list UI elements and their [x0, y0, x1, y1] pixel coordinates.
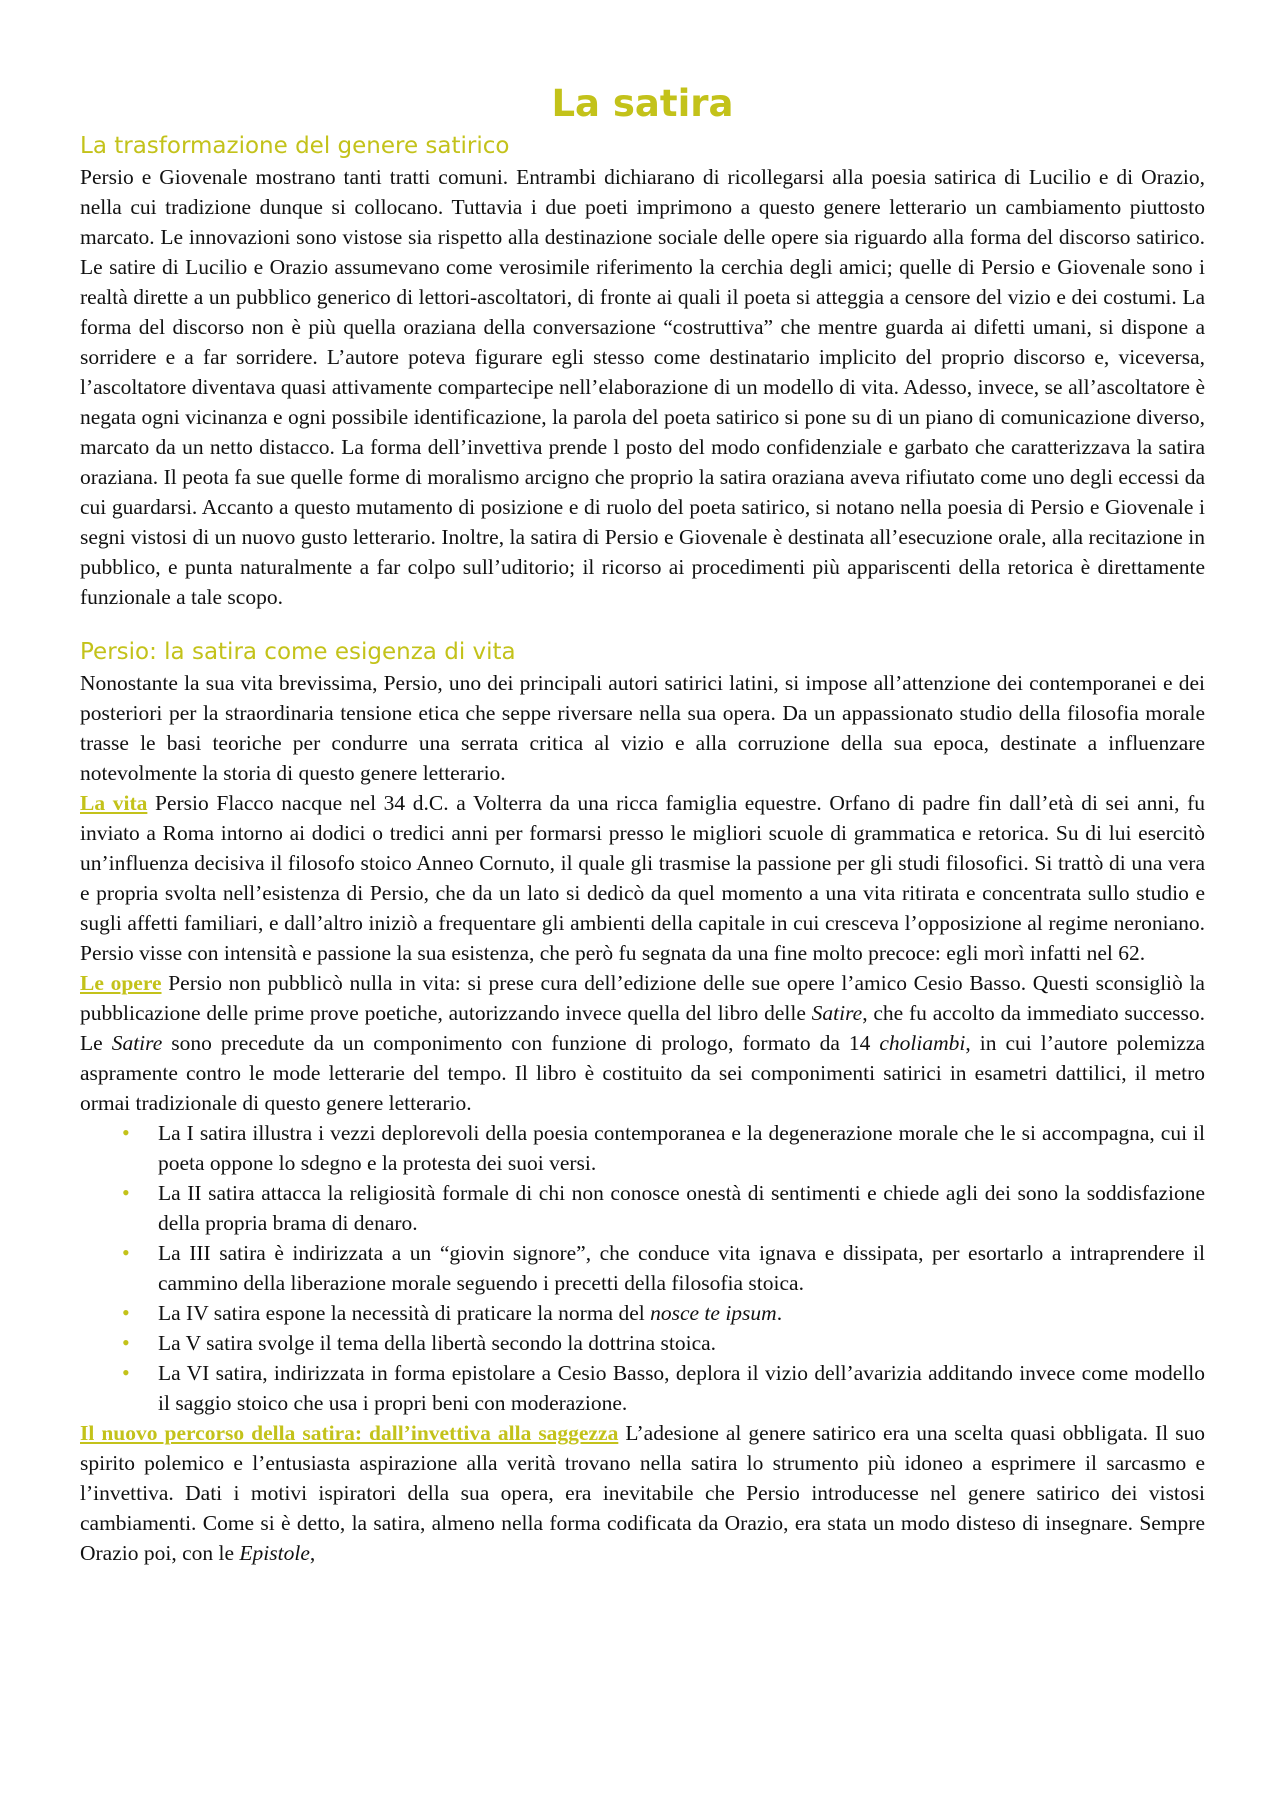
- page-title: La satira: [551, 82, 734, 125]
- paragraph-opere: [80, 968, 1205, 1118]
- list-item-text: La II satira attacca la religiosità formale di chi non conosce onestà di sentimenti e chiede agli dei sono la soddisfazione della propria brama di denaro.: [158, 1181, 1205, 1235]
- bullet-icon: •: [122, 1120, 130, 1145]
- percorso-italic-epistole: Epistole: [239, 1541, 310, 1565]
- list-item: [122, 1298, 1205, 1328]
- paragraph-percorso: [80, 1418, 1205, 1568]
- list-item: [122, 1178, 1205, 1238]
- bullet-icon: •: [122, 1300, 130, 1325]
- list-item-text-end: .: [776, 1301, 783, 1325]
- list-item-text: La IV satira espone la necessità di praticare la norma del: [158, 1301, 651, 1325]
- lead-label-vita: La vita: [80, 791, 148, 815]
- list-item-text: La V satira svolge il tema della libertà secondo la dottrina stoica.: [158, 1331, 717, 1355]
- vita-text: Persio Flacco nacque nel 34 d.C. a Volterra da una ricca famiglia equestre. Orfano di padre fin dall’età di sei anni, fu inviato a Roma intorno ai dodici o tredici anni per formarsi presso le migliori scuole di grammatica e retorica. Su di lui esercitò un’influenza decisiva il filosofo stoico Anneo Cornuto, il quale gli trasmise la passione per gli studi filosofici. Si trattò di una vera e propria svolta nell’esistenza di Persio, che da un lato si dedicò da quel momento a una vita ritirata e concentrata sullo studio e sugli affetti familiari, e dall’altro iniziò a frequentare gli ambienti della capitale in cui cresceva l’opposizione al regime neroniano. Persio visse con intensità e passione la sua esistenza, che però fu segnata da una fine molto precoce: egli morì infatti nel 62.: [80, 791, 1205, 965]
- section-heading-persio: Persio: la satira come esigenza di vita: [80, 639, 516, 665]
- list-item-text: La III satira è indirizzata a un “giovin signore”, che conduce vita ignava e dissipata, per esortarlo a intraprendere il cammino della liberazione morale seguendo i precetti della filosofia stoica.: [158, 1241, 1205, 1295]
- list-item: [122, 1328, 1205, 1358]
- opere-italic-satire-2: Satire: [111, 1031, 163, 1055]
- list-item-text: La VI satira, indirizzata in forma epistolare a Cesio Basso, deplora il vizio dell’avarizia additando invece come modello il saggio stoico che usa i propri beni con moderazione.: [158, 1361, 1205, 1415]
- list-item: [122, 1358, 1205, 1418]
- opere-italic-choliambi: choliambi: [879, 1031, 966, 1055]
- bullet-icon: •: [122, 1360, 130, 1385]
- percorso-text-b: ,: [309, 1541, 316, 1565]
- list-item-text: La I satira illustra i vezzi deplorevoli della poesia contemporanea e la degenerazione morale che le si accompagna, cui il poeta oppone lo sdegno e la protesta dei suoi versi.: [158, 1121, 1205, 1175]
- opere-text-a: Persio non pubblicò nulla in vita: si prese cura dell’edizione delle sue opere l’amico Cesio Basso. Questi sconsigliò la pubblicazione delle prime prove poetiche, autorizzando invece quella del libro delle: [80, 971, 1205, 1025]
- opere-text-c: sono precedute da un componimento con funzione di prologo, formato da 14: [162, 1031, 880, 1055]
- bullet-icon: •: [122, 1330, 130, 1355]
- opere-italic-satire-1: Satire: [811, 1001, 863, 1025]
- opere-text-d: , in cui l’autore polemizza aspramente contro le mode letterarie del tempo. Il libro è costituito da sei componimenti satirici in esametri dattilici, il metro ormai tradizionale di questo genere letterario.: [80, 1031, 1205, 1115]
- paragraph-persio-intro: Nonostante la sua vita brevissima, Persio, uno dei principali autori satirici latini, si impose all’attenzione dei contemporanei e dei posteriori per la straordinaria tensione etica che seppe riversare nella sua opera. Da un appassionato studio della filosofia morale trasse le basi teoriche per condurre una serrata critica al vizio e alla corruzione della sua epoca, destinate a influenzare notevolmente la storia di questo genere letterario.: [80, 671, 1205, 785]
- document-page: [80, 78, 1205, 1568]
- section-heading-trasformazione: La trasformazione del genere satirico: [80, 133, 510, 159]
- lead-label-percorso: Il nuovo percorso della satira: dall’invettiva alla saggezza: [80, 1421, 619, 1445]
- satire-list: [80, 1118, 1205, 1418]
- list-item: [122, 1238, 1205, 1298]
- list-item-italic: nosce te ipsum: [650, 1301, 777, 1325]
- paragraph-trasformazione: Persio e Giovenale mostrano tanti tratti comuni. Entrambi dichiarano di ricollegarsi alla poesia satirica di Lucilio e di Orazio, nella cui tradizione dunque si collocano. Tuttavia i due poeti imprimono a questo genere letterario un cambiamento piuttosto marcato. Le innovazioni sono vistose sia rispetto alla destinazione sociale delle opere sia riguardo alla forma del discorso satirico. Le satire di Lucilio e Orazio assumevano come verosimile riferimento la cerchia degli amici; quelle di Persio e Giovenale sono i realtà dirette a un pubblico generico di lettori-ascoltatori, di fronte ai quali il poeta si atteggia a censore del vizio e dei costumi. La forma del discorso non è più quella oraziana della conversazione “costruttiva” che mentre guarda ai difetti umani, si dispone a sorridere e a far sorridere. L’autore poteva figurare egli stesso come destinatario implicito del proprio discorso e, viceversa, l’ascoltatore diventava quasi attivamente compartecipe nell’elaborazione di un modello di vita. Adesso, invece, se all’ascoltatore è negata ogni vicinanza e ogni possibile identificazione, la parola del poeta satirico si pone su di un piano di comunicazione diverso, marcato da un netto distacco. La forma dell’invettiva prende l posto del modo confidenziale e garbato che caratterizzava la satira oraziana. Il peota fa sue quelle forme di moralismo arcigno che proprio la satira oraziana aveva rifiutato come uno degli eccessi da cui guardarsi. Accanto a questo mutamento di posizione e di ruolo del poeta satirico, si notano nella poesia di Persio e Giovenale i segni vistosi di un nuovo gusto letterario. Inoltre, la satira di Persio e Giovenale è destinata all’esecuzione orale, alla recitazione in pubblico, e punta naturalmente a far colpo sull’uditorio; il ricorso ai procedimenti più appariscenti della retorica è direttamente funzionale a tale scopo.: [80, 165, 1205, 609]
- lead-label-opere: Le opere: [80, 971, 162, 995]
- bullet-icon: •: [122, 1180, 130, 1205]
- list-item: [122, 1118, 1205, 1178]
- opere-text-b: , che fu accolto da immediato successo. Le: [80, 1001, 1205, 1055]
- bullet-icon: •: [122, 1240, 130, 1265]
- percorso-text-a: L’adesione al genere satirico era una scelta quasi obbligata. Il suo spirito polemico e l’entusiasta aspirazione alla verità trovano nella satira lo strumento più idoneo a esprimere il sarcasmo e l’invettiva. Dati i motivi ispiratori della sua opera, era inevitabile che Persio introducesse nel genere satirico dei vistosi cambiamenti. Come si è detto, la satira, almeno nella forma codificata da Orazio, era stata un modo disteso di insegnare. Sempre Orazio poi, con le: [80, 1421, 1205, 1565]
- paragraph-vita: [80, 788, 1205, 968]
